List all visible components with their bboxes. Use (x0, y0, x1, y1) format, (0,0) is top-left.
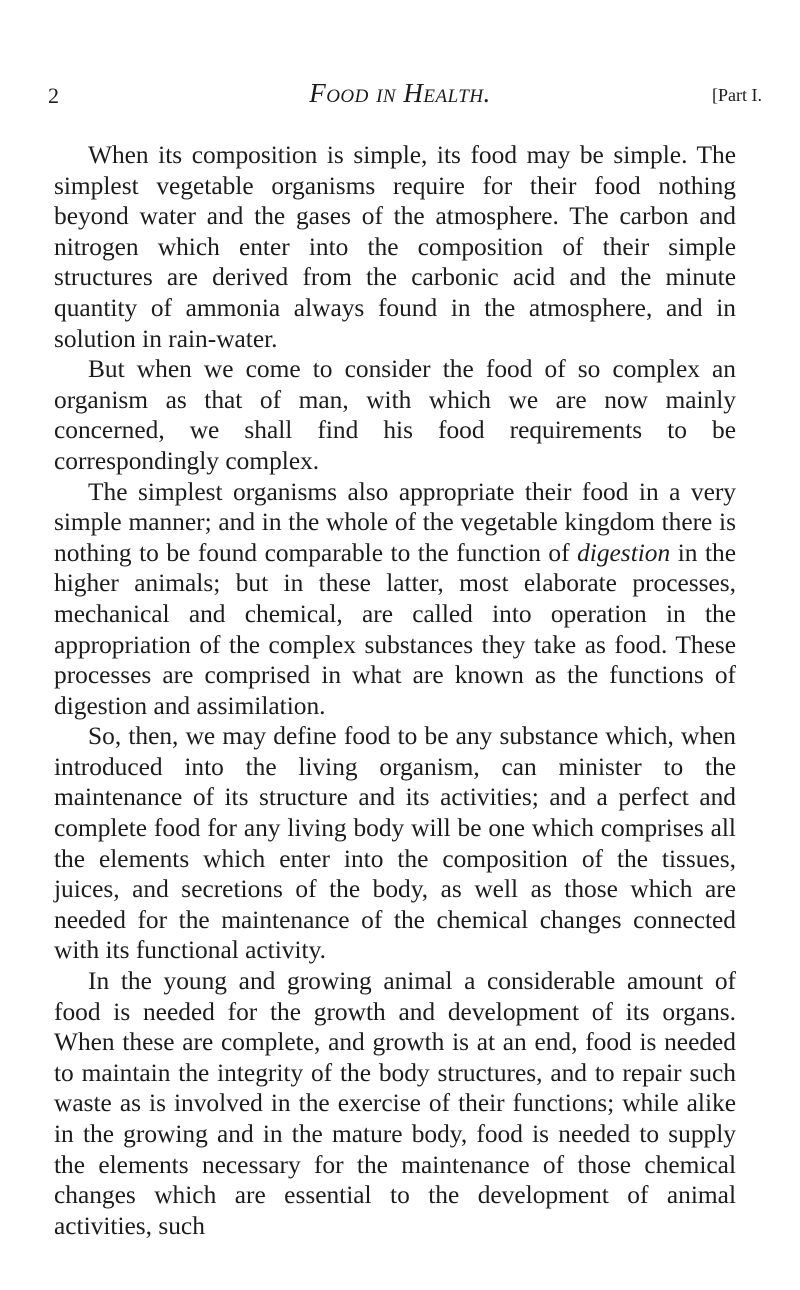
paragraph: But when we come to consider the food of so complex an organism as that of man, with which we are now mainly concerned, we shall find his food requirements to be correspondingly complex. (54, 355, 736, 475)
paragraph: So, then, we may define food to be any substance which, when introduced into the living organism, can minister to the maintenance of its structure and its activities; and a perfect and complete food for any living body will be one which comprises all the elements which enter into the composition of the tissues, juices, and secretions of the body, as well as those which are needed for the maintenance of the chemical changes connected with its functional activity. (54, 722, 736, 965)
body-text (54, 140, 736, 1241)
page-number: 2 (48, 83, 59, 108)
running-head (0, 76, 800, 110)
paragraph: In the young and growing animal a considerable amount of food is needed for the growth and development of its organs. When these are complete, and growth is at an end, food is needed to maintain the integrity of the body structures, and to repair such waste as is involved in the exercise of their functions; while alike in the growing and in the mature body, food is needed to supply the elements necessary for the maintenance of those chemical changes which are essential to the development of animal activities, such (54, 967, 736, 1240)
running-head-text: Food in Health. (309, 78, 491, 108)
paragraph (54, 477, 736, 722)
part-label: [Part I. (712, 85, 762, 105)
paragraph-text: The simplest organisms also appropriate their food in a very simple manner; and in the whole of the vegetable kingdom there is nothing to be found comparable to the function of (54, 477, 736, 567)
paragraph: When its composition is simple, its food may be simple. The simplest vegetable organisms require for their food nothing beyond water and the gases of the atmosphere. The carbon and nitrogen which enter into the composition of their simple structures are derived from the carbonic acid and the minute quantity of ammonia always found in the atmosphere, and in solution in rain-water. (54, 141, 736, 353)
paragraph-text: in the higher animals; but in these latter, most elaborate processes, mechanical and chemical, are called into operation in the appropriation of the complex substances they take as food. These processes are comprised in what are known as the functions of digestion and assimilation. (54, 538, 736, 720)
emphasized-term: digestion (577, 538, 671, 567)
